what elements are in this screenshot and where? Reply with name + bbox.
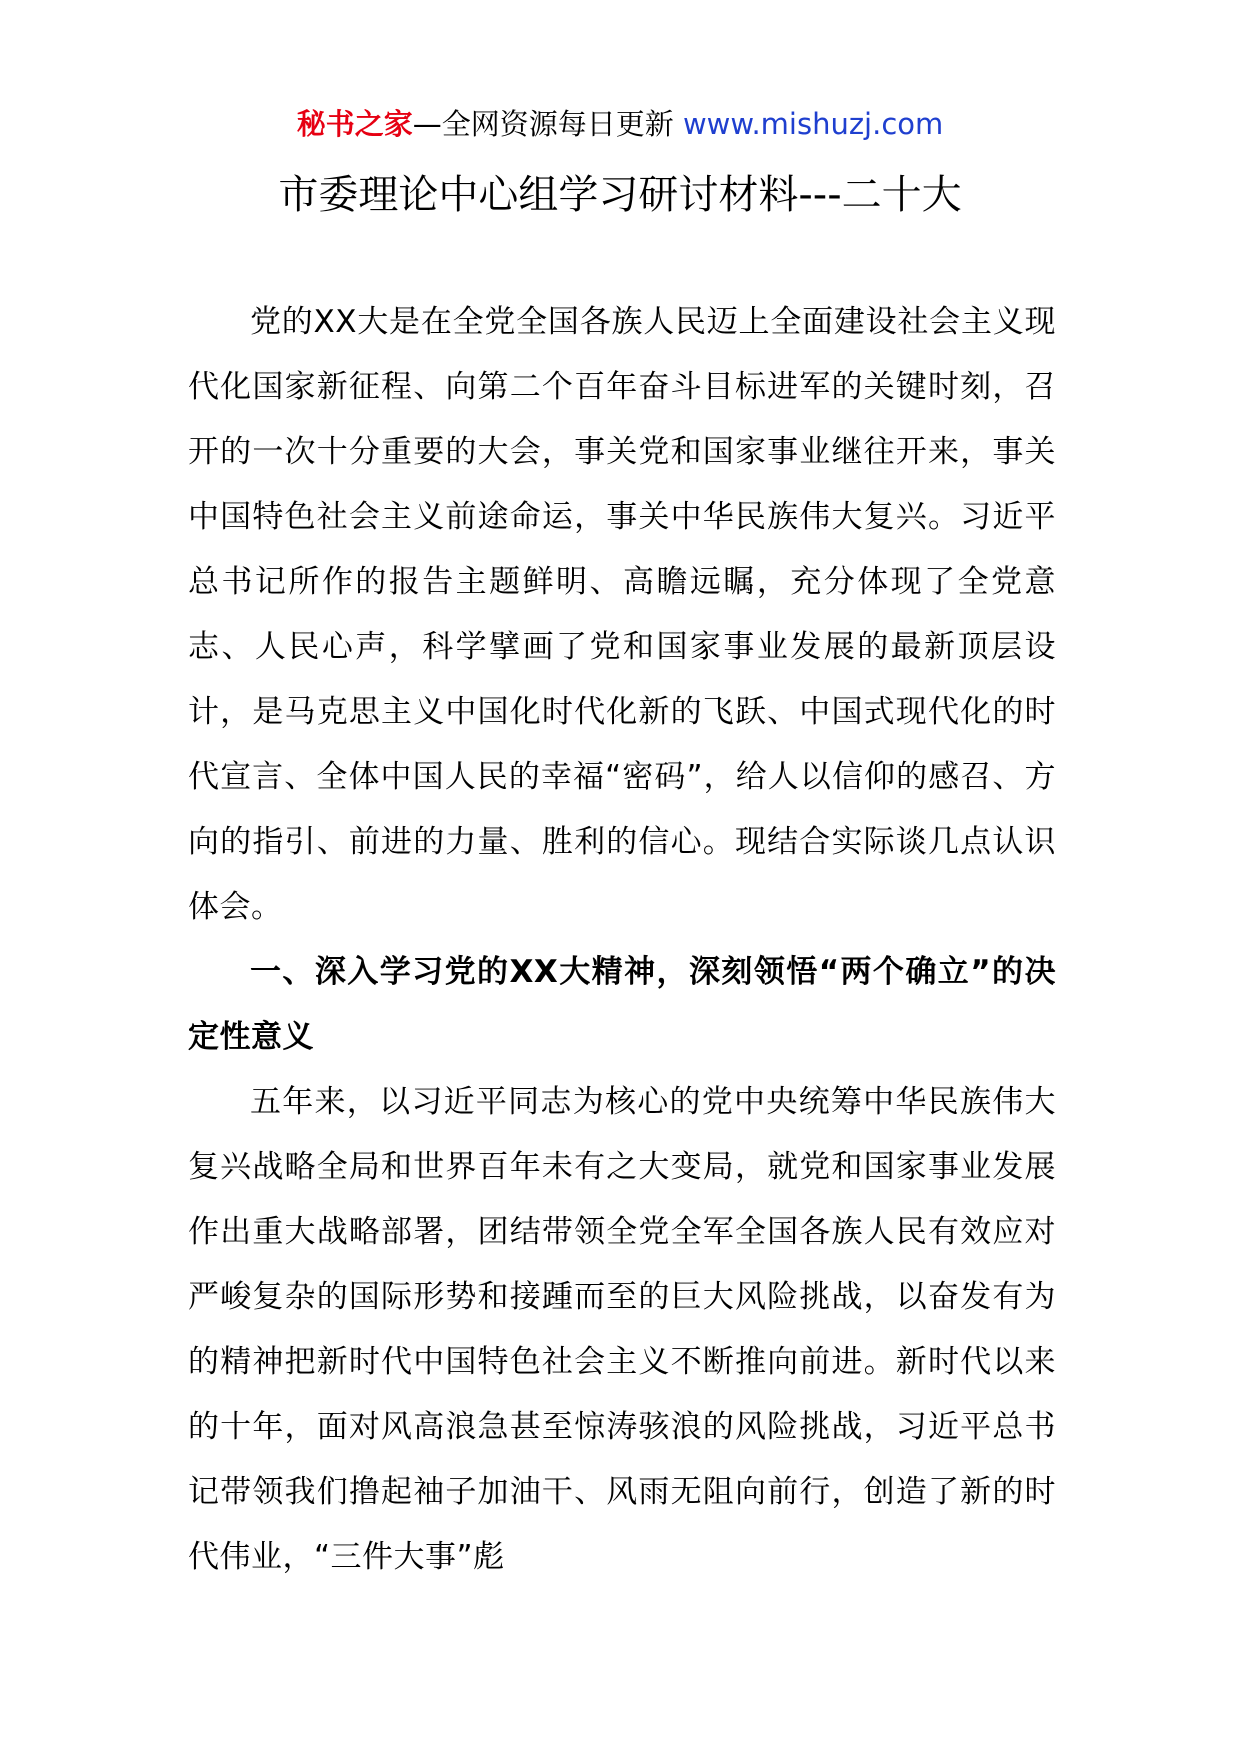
paragraph-intro: 党的XX大是在全党全国各族人民迈上全面建设社会主义现代化国家新征程、向第二个百年奋斗目标进军的关键时刻，召开的一次十分重要的大会，事关党和国家事业继往开来，事关中国特色社会主义前途命运，事关中华民族伟大复兴。习近平总书记所作的报告主题鲜明、高瞻远瞩，充分体现了全党意志、人民心声，科学擘画了党和国家事业发展的最新顶层设计，是马克思主义中国化时代化新的飞跃、中国式现代化的时代宣言、全体中国人民的幸福“密码”，给人以信仰的感召、方向的指引、前进的力量、胜利的信心。现结合实际谈几点认识体会。 [188, 304, 1056, 925]
site-header [0, 100, 1240, 148]
document-title: 市委理论中心组学习研讨材料---二十大 [278, 172, 962, 218]
header-slogan: —全网资源每日更新 [412, 107, 674, 141]
paragraph-section-1: 五年来，以习近平同志为核心的党中央统筹中华民族伟大复兴战略全局和世界百年未有之大变局，就党和国家事业发展作出重大战略部署，团结带领全党全军全国各族人民有效应对严峻复杂的国际形势和接踵而至的巨大风险挑战，以奋发有为的精神把新时代中国特色社会主义不断推向前进。新时代以来的十年，面对风高浪急甚至惊涛骇浪的风险挑战，习近平总书记带领我们撸起袖子加油干、风雨无阻向前行，创造了新的时代伟业，“三件大事”彪 [188, 1084, 1056, 1575]
document-body [188, 290, 1056, 1590]
site-url-link[interactable]: www.mishuzj.com [682, 107, 944, 141]
section-heading-1: 一、深入学习党的XX大精神，深刻领悟“两个确立”的决定性意义 [188, 954, 1056, 1055]
brand-name: 秘书之家 [296, 107, 413, 141]
